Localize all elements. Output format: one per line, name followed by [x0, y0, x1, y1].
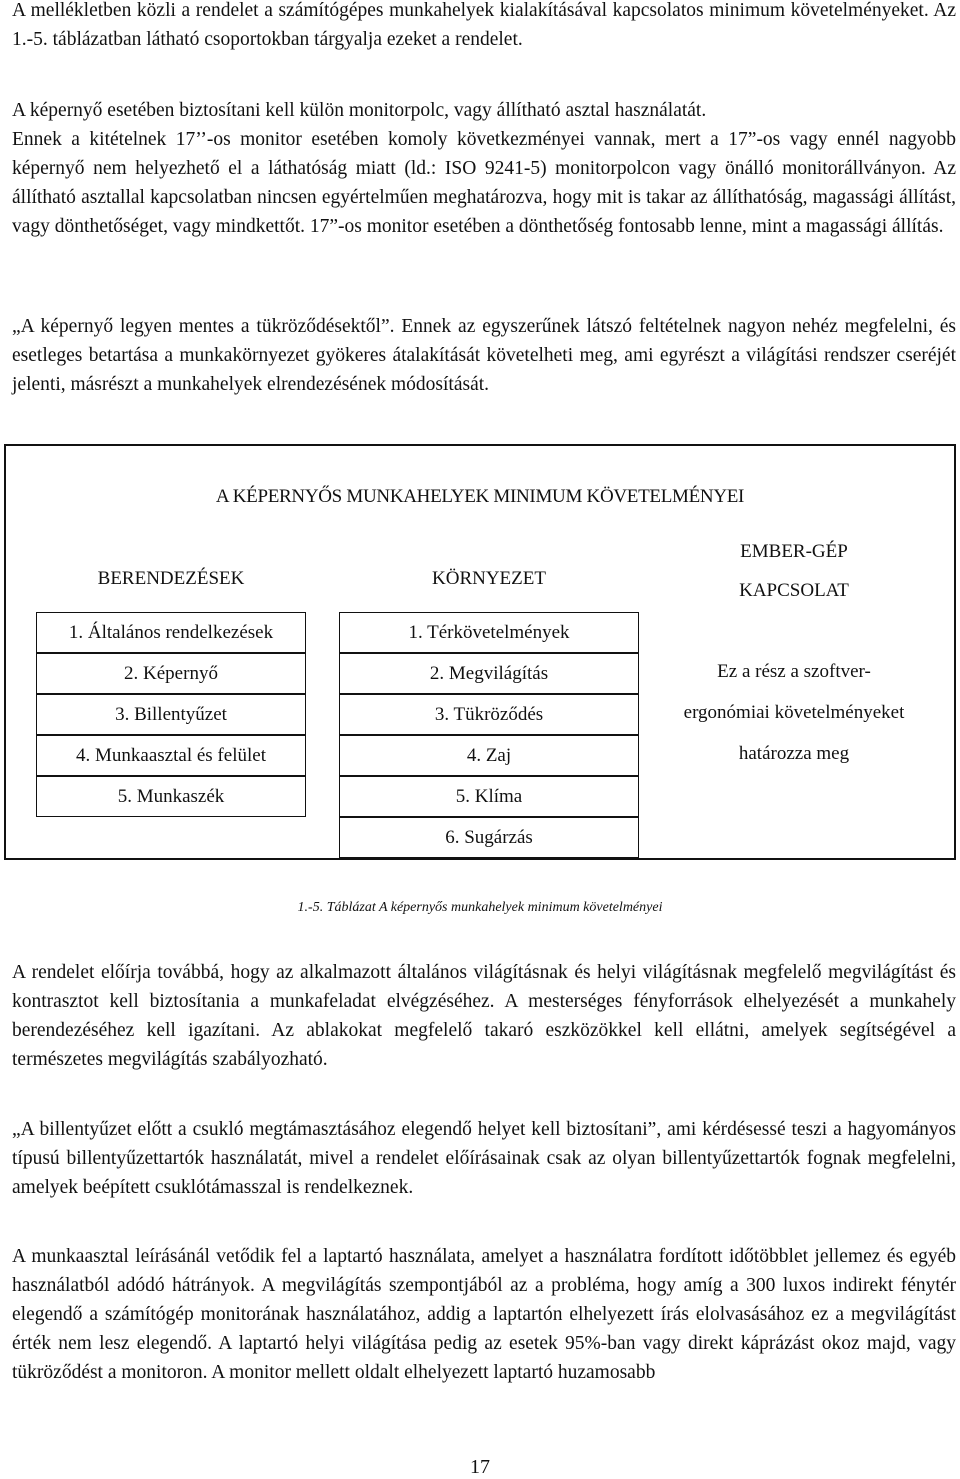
paragraph-17-inch: Ennek a kitételnek 17’’-os monitor esetében komoly következményei vannak, mert a 17”-os vagy ennél nagyobb képernyő nem helyezhető el a láthatóság miatt (ld.: ISO 9241-5) monitorpolcon vagy önálló monitorállványon. Az állítható asztallal kapcsolatban nincsen egyértelműen meghatározva, hogy mit is takar az állíthatóság, magassági állítást, vagy dönthetőséget, vagy mindkettőt. 17”-os monitor esetében a dönthetőség fontosabb lenne, mint a magassági állítás. — [12, 129, 956, 237]
requirements-table — [4, 444, 956, 860]
paragraph-document-holder: A munkaasztal leírásánál vetődik fel a laptartó használata, amelyet a használatra fordított időtöbblet jellemez és egyéb használatból adódó hátrányok. A megvilágítás szempontjából az a probléma, hogy amíg a 300 luxos indirekt fénytér elegendő a számítógép monitorának használatához, addig a laptartón elhelyezett írás elolvasásához ez a megvilágítást érték nem lesz elegendő. A laptartó helyi világítása pedig az esetek 95%-ban vagy direkt káprázást okoz majd, vagy tükröződést a monitoron. A monitor mellett oldalt elhelyezett laptartó huzamosabb — [12, 1246, 956, 1383]
kornyezet-item-4: 4. Zaj — [339, 735, 639, 776]
ember-gep-note — [642, 651, 946, 774]
ember-gep-note-line1: Ez a rész a szoftver- — [717, 661, 871, 682]
kornyezet-item-2: 2. Megvilágítás — [339, 653, 639, 694]
kornyezet-item-1: 1. Térkövetelmények — [339, 612, 639, 653]
ember-gep-note-line2: ergonómiai követelményeket — [683, 702, 905, 723]
header-ember-gep-line1: EMBER-GÉP — [740, 541, 848, 562]
berendezes-item-2: 2. Képernyő — [36, 653, 306, 694]
paragraph-keyboard: „A billentyűzet előtt a csukló megtámasztásához elegendő helyet kell biztosítani”, ami kérdésessé teszi a hagyományos típusú billentyűzettartók használatát, mivel a rendelet előírásainak csak az olyan billentyűzettartók fognak megfelelni, amelyek beépített csuklótámasszal is rendelkeznek. — [12, 1119, 956, 1198]
page-number: 17 — [470, 1456, 490, 1478]
kornyezet-item-6: 6. Sugárzás — [339, 817, 639, 858]
table-caption: 1.-5. Táblázat A képernyős munkahelyek minimum követelményei — [297, 900, 663, 915]
berendezes-item-4: 4. Munkaasztal és felület — [36, 735, 306, 776]
paragraph-monitor-shelf: A képernyő esetében biztosítani kell külön monitorpolc, vagy állítható asztal használatát. — [12, 100, 707, 121]
ember-gep-note-line3: határozza meg — [738, 743, 850, 764]
berendezes-item-3: 3. Billentyűzet — [36, 694, 306, 735]
kornyezet-item-5: 5. Klíma — [339, 776, 639, 817]
header-berendezesek: BERENDEZÉSEK — [97, 568, 245, 589]
paragraph-lighting: A rendelet előírja továbbá, hogy az alkalmazott általános világításnak és helyi világításnak megfelelő megvilágítást és kontrasztot kell biztosítania a munkafeladat elvégzéséhez. A mesterséges fényforrások elhelyezését a munkahely berendezéséhez kell igazítani. Az ablakokat megfelelő takaró eszközökkel kell ellátni, amelyek segítségével a természetes megvilágítás szabályozható. — [12, 962, 956, 1070]
table-title: A KÉPERNYŐS MUNKAHELYEK MINIMUM KÖVETELMÉNYEI — [215, 486, 745, 507]
header-ember-gep-line2: KAPCSOLAT — [739, 580, 849, 601]
paragraph-reflection: „A képernyő legyen mentes a tükröződésektől”. Ennek az egyszerűnek látszó feltételnek nagyon nehéz megfelelni, és esetleges betartása a munkakörnyezet gyökeres átalakítását követelheti meg, ami egyrészt a világítási rendszer cseréjét jelenti, másrészt a munkahelyek elrendezésének módosítását. — [12, 316, 956, 395]
berendezes-item-1: 1. Általános rendelkezések — [36, 612, 306, 653]
paragraph-intro: A mellékletben közli a rendelet a számítógépes munkahelyek kialakításával kapcsolatos minimum követelményeket. Az 1.-5. táblázatban látható csoportokban tárgyalja ezeket a rendelet. — [12, 0, 956, 50]
header-kornyezet: KÖRNYEZET — [432, 568, 546, 589]
berendezes-item-5: 5. Munkaszék — [36, 776, 306, 817]
kornyezet-item-3: 3. Tükröződés — [339, 694, 639, 735]
